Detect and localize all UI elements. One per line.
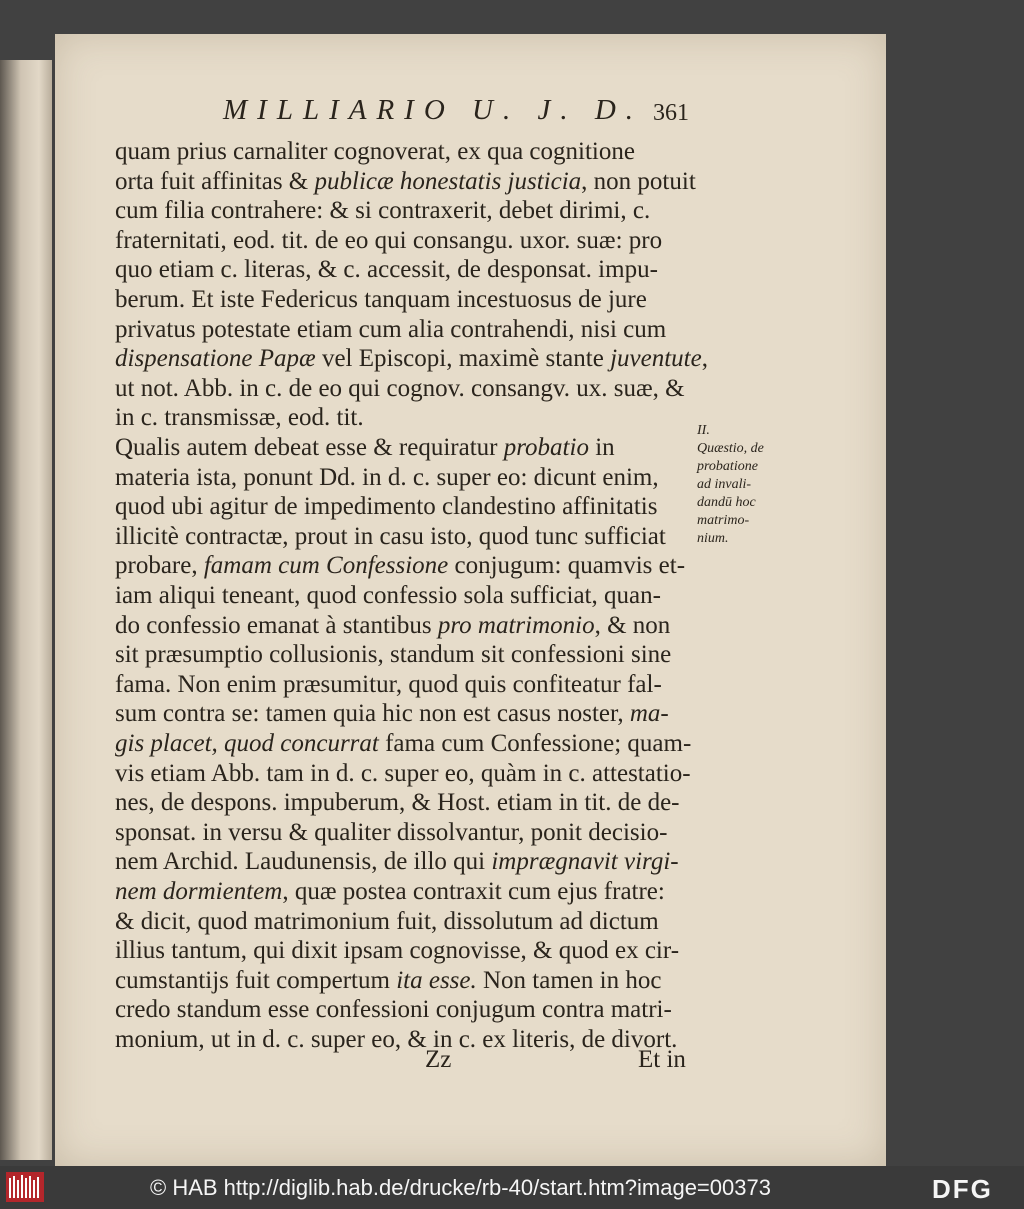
dfg-logo: DFG: [932, 1174, 993, 1204]
text-run: nes, de despons. impuberum, & Host. etiam in tit. de de-: [115, 789, 680, 817]
italic-run: probatio: [503, 434, 589, 461]
text-run: Non tamen in hoc: [476, 966, 662, 994]
text-line: [115, 789, 680, 817]
text-line: [115, 996, 672, 1024]
text-run: ut not. Abb. in c. de eo qui cognov. consangv. ux. suæ, &: [115, 374, 685, 402]
text-line: [115, 967, 661, 995]
text-run: ,: [701, 345, 708, 373]
text-run: orta fuit affinitas &: [115, 167, 315, 195]
margin-note-line: ad invali-: [697, 477, 752, 492]
book-page: [55, 34, 886, 1166]
text-line: [115, 168, 696, 196]
text-line: [115, 464, 659, 492]
text-line: [115, 345, 708, 373]
text-run: Qualis autem debeat esse & requiratur: [115, 434, 504, 461]
text-line: [115, 404, 364, 432]
text-run: nem Archid. Laudunensis, de illo qui: [115, 848, 492, 876]
italic-run: ita esse.: [396, 966, 477, 994]
text-line: [115, 552, 685, 580]
text-line: [115, 700, 669, 728]
italic-run: gis placet, quod concurrat: [115, 730, 379, 757]
margin-note-line: Quæstio, de: [697, 441, 764, 456]
margin-note-line: II.: [697, 423, 710, 438]
text-run: in c. transmissæ, eod. tit.: [115, 404, 364, 432]
running-head: MILLIARIO U. J. D.: [223, 94, 644, 126]
text-line: [115, 434, 615, 462]
text-run: in: [588, 434, 615, 461]
text-run: cum filia contrahere: & si contraxerit, debet dirimi, c.: [115, 197, 651, 225]
text-run: fama cum Confessione; quam-: [378, 730, 692, 757]
margin-note-line: dandū hoc: [697, 495, 756, 510]
text-run: , non potuit: [581, 167, 696, 195]
page-number: 361: [653, 100, 689, 126]
text-run: monium, ut in d. c. super eo, & in c. ex literis, de divort.: [115, 1026, 678, 1053]
text-line: [115, 641, 671, 669]
left-page-edge: [0, 60, 52, 1160]
italic-run: ma-: [629, 700, 669, 728]
text-line: [115, 286, 647, 314]
text-line: [115, 227, 662, 255]
text-line: [115, 730, 691, 758]
hab-logo-icon: [6, 1172, 44, 1202]
signature-mark: Zz: [425, 1046, 452, 1073]
text-run: cumstantijs fuit compertum: [115, 966, 397, 994]
text-run: quam prius carnaliter cognoverat, ex qua cognitione: [115, 138, 635, 165]
text-run: sit præsumptio collusionis, standum sit confessioni sine: [115, 641, 672, 669]
text-run: conjugum: quamvis et-: [448, 552, 686, 580]
text-run: vel Episcopi, maximè stante: [315, 345, 611, 373]
text-line: [115, 671, 662, 699]
text-line: [115, 493, 657, 521]
margin-note-line: probatione: [697, 459, 758, 474]
text-run: , quæ postea contraxit cum ejus fratre:: [282, 878, 665, 905]
text-line: [115, 316, 666, 344]
italic-run: juventute: [610, 345, 702, 373]
text-run: probare,: [115, 552, 204, 580]
text-line: [115, 523, 666, 551]
text-run: privatus potestate etiam cum alia contrahendi, nisi cum: [115, 315, 667, 343]
text-line: [115, 819, 667, 847]
italic-run: famam cum Confessione: [203, 552, 449, 580]
text-run: sum contra se: tamen quia hic non est casus noster,: [115, 700, 630, 728]
italic-run: dispensatione Papæ: [115, 345, 316, 373]
text-run: vis etiam Abb. tam in d. c. super eo, quàm in c. attestatio-: [115, 759, 691, 787]
text-run: do confessio emanat à stantibus: [115, 611, 438, 639]
text-line: [115, 582, 661, 610]
text-run: illicitè contractæ, prout in casu isto, quod tunc sufficiat: [115, 522, 666, 550]
copyright-link[interactable]: © HAB http://diglib.hab.de/drucke/rb-40/start.htm?image=00373: [150, 1175, 771, 1200]
text-line: [115, 197, 650, 225]
catchword: Et in: [638, 1046, 686, 1073]
italic-run: imprægnavit virgi-: [491, 848, 679, 876]
margin-note-line: matrimo-: [697, 513, 750, 528]
margin-note-line: nium.: [697, 531, 729, 546]
italic-run: pro matrimonio: [437, 611, 595, 639]
text-line: [115, 848, 679, 876]
text-line: [115, 256, 658, 284]
text-run: berum. Et iste Federicus tanquam incestuosus de jure: [115, 286, 647, 313]
italic-run: nem dormientem: [115, 878, 283, 905]
text-line: [115, 612, 670, 640]
text-run: sponsat. in versu & qualiter dissolvantur, ponit decisio-: [115, 818, 668, 846]
text-run: fraternitati, eod. tit. de eo qui consangu. uxor. suæ: pro: [115, 226, 663, 254]
text-line: [115, 878, 665, 906]
text-line: [115, 138, 635, 166]
text-run: fama. Non enim præsumitur, quod quis confiteatur fal-: [115, 670, 662, 698]
text-run: illius tantum, qui dixit ipsam cognovisse, & quod ex cir-: [115, 937, 680, 965]
text-line: [115, 760, 691, 788]
italic-run: publicæ honestatis justicia: [314, 167, 582, 195]
text-run: , & non: [594, 611, 671, 639]
text-run: credo standum esse confessioni conjugum contra matri-: [115, 996, 672, 1024]
text-run: quod ubi agitur de impedimento clandestino affinitatis: [115, 493, 658, 521]
text-line: [115, 1026, 677, 1054]
text-line: [115, 937, 679, 965]
text-run: & dicit, quod matrimonium fuit, dissolutum ad dictum: [115, 907, 659, 935]
text-line: [115, 375, 685, 403]
text-run: materia ista, ponunt Dd. in d. c. super eo: dicunt enim,: [115, 463, 659, 491]
text-line: [115, 908, 659, 936]
text-run: quo etiam c. literas, & c. accessit, de desponsat. impu-: [115, 256, 658, 284]
text-run: iam aliqui teneant, quod confessio sola sufficiat, quan-: [115, 582, 661, 609]
footer-bar: [0, 1166, 1024, 1209]
